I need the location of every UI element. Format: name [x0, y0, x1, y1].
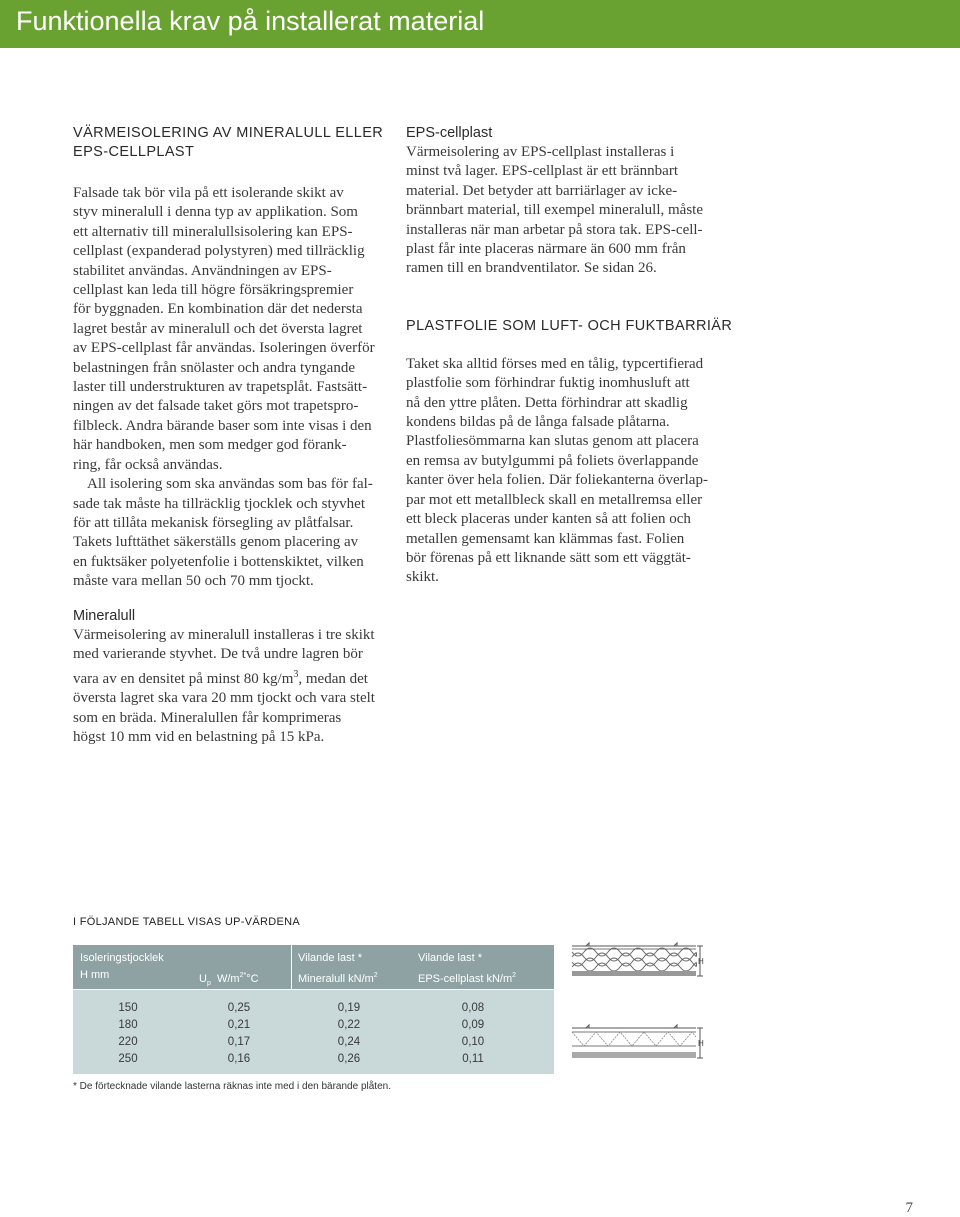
text-line: ett bleck placeras under kanten så att folien och: [406, 511, 691, 528]
mineralull-section: [73, 607, 403, 747]
text-line: Värmeisolering av EPS-cellplast installeras i: [406, 144, 675, 160]
header-eps-line2: EPS-cellplast kN/m: [418, 973, 513, 985]
table-cell: 0,22: [337, 1019, 361, 1031]
header-thickness: [80, 950, 164, 984]
text-line: en fuktsäker polyetenfolie i bottenskiktet, vilken: [73, 553, 364, 570]
table-cell: 0,25: [227, 1002, 251, 1014]
table-cell: 150: [118, 1002, 138, 1014]
text-line: Takets lufttäthet säkerställs genom placering av: [73, 534, 359, 551]
paragraph-plastfolie: [406, 355, 736, 588]
paragraph-mineralull: [73, 626, 403, 747]
text-line: kanter över hela folien. Där foliekanterna överlap-: [406, 472, 708, 489]
column-eps-load: [438, 1000, 508, 1068]
table-cell: 0,24: [337, 1036, 361, 1048]
column-thickness: [93, 1000, 163, 1068]
plastfolie-heading: PLASTFOLIE SOM LUFT- OCH FUKTBARRIÄR: [406, 317, 733, 334]
text-line: Plastfoliesömmarna kan slutas genom att placera: [406, 433, 699, 450]
header-eps-line1: Vilande last *: [418, 952, 483, 964]
header-eps-load: [418, 950, 516, 988]
header-up-sub: p: [206, 980, 211, 987]
page-number: 7: [905, 1200, 913, 1216]
column-mineralull-load: [314, 1000, 384, 1068]
text-line: här handboken, men som medger god förank-: [73, 437, 347, 454]
header-divider: [291, 945, 292, 989]
text-line: vara av en densitet på minst 80 kg/m: [73, 670, 294, 687]
heading-line-1: VÄRMEISOLERING AV MINERALULL ELLER: [73, 125, 384, 141]
text-line: belastningen från snölaster och andra tyngande: [73, 359, 355, 376]
header-up-sq: 2: [239, 972, 244, 979]
header-thickness-line1: Isoleringstjocklek: [80, 952, 164, 964]
text-line: filbleck. Andra bärande baser som inte visas i den: [73, 417, 372, 434]
text-line: plastfolie som förhindrar fuktig inomhusluft att: [406, 375, 690, 392]
text-line: Falsade tak bör vila på ett isolerande skikt av: [73, 185, 344, 201]
header-up-unit: W/m: [216, 973, 240, 985]
table-cell: 180: [118, 1019, 138, 1031]
diagram-h-label-1: H: [698, 957, 704, 966]
text-line: översta lagret ska vara 20 mm tjockt och vara stelt: [73, 690, 375, 707]
table-title: I FÖLJANDE TABELL VISAS UP-VÄRDENA: [73, 916, 301, 928]
text-line: metallen gemensamt kan klämmas fast. Folien: [406, 530, 685, 547]
text-line: nå den yttre plåten. Detta förhindrar att skadlig: [406, 394, 688, 411]
table-cell: 0,08: [461, 1002, 485, 1014]
text-line: av EPS-cellplast får användas. Isoleringen överför: [73, 340, 375, 357]
text-line: ramen till en brandventilator. Se sidan 26.: [406, 260, 657, 277]
text-line: för att tillåta mekanisk försegling av plåtfalsar.: [73, 514, 354, 531]
mineralull-heading: Mineralull: [73, 608, 136, 624]
text-line: cellplast kan leda till högre försäkringspremier: [73, 282, 354, 299]
text-line: cellplast (expanderad polystyren) med tillräcklig: [73, 243, 365, 260]
header-up-unit-tail: °C: [246, 973, 259, 985]
text-line: plast får inte placeras närmare än 600 mm från: [406, 241, 686, 258]
header-eps-sq: 2: [512, 972, 517, 979]
paragraph-insulation-thickness: [73, 475, 403, 591]
heading-line-2: EPS-CELLPLAST: [73, 144, 195, 160]
table-cell: 0,11: [462, 1053, 484, 1065]
header-mineralull-line1: Vilande last *: [298, 952, 363, 964]
table-cell: 0,17: [227, 1036, 251, 1048]
text-line: material. Det betyder att barriärlager av icke-: [406, 182, 678, 199]
paragraph-eps: [406, 143, 736, 279]
table-cell: 220: [118, 1036, 138, 1048]
table-cell: 0,19: [337, 1002, 361, 1014]
header-up: $U_p$ $W/m^{2*}^\circ C$: [199, 972, 259, 987]
table-header: [73, 945, 554, 989]
page-title: Funktionella krav på installerat material: [16, 6, 485, 36]
text-line: med varierande styvhet. De två undre lagren bör: [73, 646, 363, 663]
text-line: Värmeisolering av mineralull installeras i tre skikt: [73, 627, 375, 643]
eps-heading: EPS-cellplast: [406, 125, 493, 141]
table-footnote: * De förtecknade vilande lasterna räknas inte med i den bärande plåten.: [73, 1081, 391, 1092]
page-header: [0, 0, 960, 48]
text-line: bör förenas på ett liknande sätt som ett väggtät-: [406, 549, 691, 566]
column-up: [204, 1000, 274, 1068]
text-line: ring, får också användas.: [73, 456, 223, 473]
header-mineralull-sq: 2: [373, 972, 378, 979]
left-column: [73, 124, 403, 592]
roof-section-diagrams: [566, 940, 716, 1080]
table-cell: 0,09: [461, 1019, 485, 1031]
text-line-tail: , medan det: [298, 670, 368, 687]
diagram-eps: [572, 1025, 704, 1058]
section-heading-insulation: [73, 124, 403, 162]
right-column: [406, 124, 736, 588]
text-line: en remsa av butylgummi på foliets överlappande: [406, 452, 699, 469]
header-mineralull-line2: Mineralull kN/m: [298, 973, 374, 985]
text-line: kondens bildas på de långa falsade plåtarna.: [406, 414, 670, 431]
table-cell: 0,10: [461, 1036, 485, 1048]
header-mineralull-load: [298, 950, 378, 988]
text-line: Taket ska alltid förses med en tålig, typcertifierad: [406, 355, 704, 372]
text-line: ett alternativ till mineralullsisolering kan EPS-: [73, 223, 353, 240]
text-line: skikt.: [406, 569, 439, 586]
text-line: minst två lager. EPS-cellplast är ett brännbart: [406, 163, 679, 180]
text-line: par mot ett metallbleck skall en metallremsa eller: [406, 491, 703, 508]
header-up-u: U: [199, 973, 207, 985]
table-cell: 0,16: [227, 1053, 251, 1065]
text-line: måste vara mellan 50 och 70 mm tjockt.: [73, 573, 314, 590]
text-line: laster till understrukturen av trapetsplåt. Fastsätt-: [73, 379, 368, 396]
text-line: installeras när man arbetar på stora tak. EPS-cell-: [406, 221, 703, 238]
text-line: sade tak måste ha tillräcklig tjocklek och styvhet: [73, 495, 365, 512]
table-cell: 0,26: [337, 1053, 361, 1065]
text-line: styv mineralull i denna typ av applikation. Som: [73, 204, 358, 221]
text-line: högst 10 mm vid en belastning på 15 kPa.: [73, 729, 325, 746]
text-line: All isolering som ska användas som bas för fal-: [87, 476, 373, 493]
text-line: lagret består av mineralull och det översta lagret: [73, 320, 363, 337]
diagram-h-label-2: H: [698, 1039, 704, 1048]
header-thickness-line2: H mm: [80, 969, 110, 981]
text-line: stabilitet användas. Användningen av EPS-: [73, 262, 332, 279]
text-line: brännbart material, till exempel mineralull, måste: [406, 202, 703, 219]
text-line: ningen av det falsade taket görs mot trapetspro-: [73, 398, 359, 415]
text-line: för byggnaden. En kombination där det nedersta: [73, 301, 363, 318]
table-cell: 0,21: [227, 1019, 251, 1031]
table-body: [73, 990, 554, 1074]
diagram-mineralull: [572, 943, 704, 976]
cubic-superscript: 3: [293, 668, 299, 680]
paragraph-insulation-intro: [73, 184, 403, 475]
text-line: som en bräda. Mineralullen får komprimeras: [73, 709, 342, 726]
table-cell: 250: [118, 1053, 138, 1065]
